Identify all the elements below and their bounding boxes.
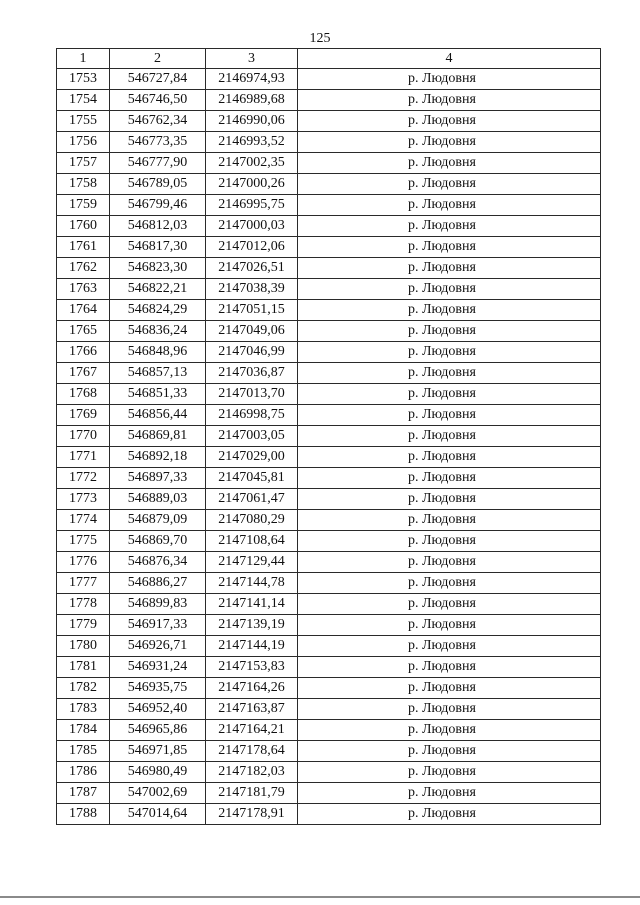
x-coordinate-cell: 546823,30 [110, 258, 206, 279]
y-coordinate-cell: 2147045,81 [206, 468, 298, 489]
y-coordinate-cell: 2147049,06 [206, 321, 298, 342]
y-coordinate-cell: 2147108,64 [206, 531, 298, 552]
description-cell: р. Людовня [298, 300, 601, 321]
point-number-cell: 1774 [57, 510, 110, 531]
y-coordinate-cell: 2147002,35 [206, 153, 298, 174]
x-coordinate-cell: 546876,34 [110, 552, 206, 573]
table-row [57, 573, 601, 594]
table-row [57, 741, 601, 762]
description-cell: р. Людовня [298, 510, 601, 531]
point-number-cell: 1787 [57, 783, 110, 804]
description-cell: р. Людовня [298, 279, 601, 300]
y-coordinate-cell: 2147182,03 [206, 762, 298, 783]
point-number-cell: 1778 [57, 594, 110, 615]
y-coordinate-cell: 2147129,44 [206, 552, 298, 573]
table-row [57, 678, 601, 699]
description-cell: р. Людовня [298, 447, 601, 468]
y-coordinate-cell: 2147178,64 [206, 741, 298, 762]
point-number-cell: 1785 [57, 741, 110, 762]
x-coordinate-cell: 546980,49 [110, 762, 206, 783]
y-coordinate-cell: 2147144,19 [206, 636, 298, 657]
point-number-cell: 1762 [57, 258, 110, 279]
x-coordinate-cell: 546822,21 [110, 279, 206, 300]
y-coordinate-cell: 2147080,29 [206, 510, 298, 531]
y-coordinate-cell: 2147178,91 [206, 804, 298, 825]
point-number-cell: 1782 [57, 678, 110, 699]
page-number: 125 [309, 31, 331, 46]
point-number-cell: 1779 [57, 615, 110, 636]
table-row [57, 321, 601, 342]
point-number-cell: 1765 [57, 321, 110, 342]
x-coordinate-cell: 546892,18 [110, 447, 206, 468]
y-coordinate-cell: 2147163,87 [206, 699, 298, 720]
description-cell: р. Людовня [298, 321, 601, 342]
table-row [57, 615, 601, 636]
table-row [57, 258, 601, 279]
y-coordinate-cell: 2147013,70 [206, 384, 298, 405]
point-number-cell: 1755 [57, 111, 110, 132]
y-coordinate-cell: 2147046,99 [206, 342, 298, 363]
description-cell: р. Людовня [298, 342, 601, 363]
description-cell: р. Людовня [298, 699, 601, 720]
point-number-cell: 1769 [57, 405, 110, 426]
description-cell: р. Людовня [298, 489, 601, 510]
description-cell: р. Людовня [298, 174, 601, 195]
y-coordinate-cell: 2147012,06 [206, 237, 298, 258]
x-coordinate-cell: 546952,40 [110, 699, 206, 720]
table-body [57, 69, 601, 825]
description-cell: р. Людовня [298, 552, 601, 573]
y-coordinate-cell: 2146989,68 [206, 90, 298, 111]
x-coordinate-cell: 546886,27 [110, 573, 206, 594]
column-header-y-coordinate: 3 [206, 49, 298, 69]
x-coordinate-cell: 546824,29 [110, 300, 206, 321]
x-coordinate-cell: 546965,86 [110, 720, 206, 741]
x-coordinate-cell: 546836,24 [110, 321, 206, 342]
y-coordinate-cell: 2147038,39 [206, 279, 298, 300]
table-row [57, 489, 601, 510]
x-coordinate-cell: 546812,03 [110, 216, 206, 237]
point-number-cell: 1768 [57, 384, 110, 405]
description-cell: р. Людовня [298, 363, 601, 384]
point-number-cell: 1758 [57, 174, 110, 195]
page-bottom-edge [0, 896, 640, 898]
point-number-cell: 1754 [57, 90, 110, 111]
y-coordinate-cell: 2147036,87 [206, 363, 298, 384]
description-cell: р. Людовня [298, 468, 601, 489]
column-header-description: 4 [298, 49, 601, 69]
y-coordinate-cell: 2146990,06 [206, 111, 298, 132]
y-coordinate-cell: 2147139,19 [206, 615, 298, 636]
y-coordinate-cell: 2147000,26 [206, 174, 298, 195]
point-number-cell: 1759 [57, 195, 110, 216]
y-coordinate-cell: 2146993,52 [206, 132, 298, 153]
table-row [57, 384, 601, 405]
table-row [57, 279, 601, 300]
description-cell: р. Людовня [298, 531, 601, 552]
point-number-cell: 1772 [57, 468, 110, 489]
table-row [57, 510, 601, 531]
description-cell: р. Людовня [298, 741, 601, 762]
table-row [57, 699, 601, 720]
column-header-point-number: 1 [57, 49, 110, 69]
point-number-cell: 1771 [57, 447, 110, 468]
x-coordinate-cell: 547014,64 [110, 804, 206, 825]
point-number-cell: 1756 [57, 132, 110, 153]
description-cell: р. Людовня [298, 636, 601, 657]
point-number-cell: 1753 [57, 69, 110, 90]
x-coordinate-cell: 546897,33 [110, 468, 206, 489]
y-coordinate-cell: 2147181,79 [206, 783, 298, 804]
y-coordinate-cell: 2147144,78 [206, 573, 298, 594]
y-coordinate-cell: 2146995,75 [206, 195, 298, 216]
table-row [57, 69, 601, 90]
header-row [57, 49, 601, 69]
x-coordinate-cell: 546817,30 [110, 237, 206, 258]
x-coordinate-cell: 546899,83 [110, 594, 206, 615]
table-row [57, 237, 601, 258]
description-cell: р. Людовня [298, 594, 601, 615]
x-coordinate-cell: 546762,34 [110, 111, 206, 132]
description-cell: р. Людовня [298, 237, 601, 258]
point-number-cell: 1767 [57, 363, 110, 384]
table-header [57, 49, 601, 69]
table-row [57, 636, 601, 657]
point-number-cell: 1760 [57, 216, 110, 237]
coordinates-table [56, 48, 601, 825]
y-coordinate-cell: 2147026,51 [206, 258, 298, 279]
x-coordinate-cell: 546799,46 [110, 195, 206, 216]
point-number-cell: 1780 [57, 636, 110, 657]
y-coordinate-cell: 2147164,26 [206, 678, 298, 699]
x-coordinate-cell: 546935,75 [110, 678, 206, 699]
point-number-cell: 1763 [57, 279, 110, 300]
point-number-cell: 1761 [57, 237, 110, 258]
description-cell: р. Людовня [298, 69, 601, 90]
table-row [57, 426, 601, 447]
y-coordinate-cell: 2147051,15 [206, 300, 298, 321]
x-coordinate-cell: 546917,33 [110, 615, 206, 636]
table-row [57, 468, 601, 489]
x-coordinate-cell: 546971,85 [110, 741, 206, 762]
description-cell: р. Людовня [298, 153, 601, 174]
x-coordinate-cell: 546869,81 [110, 426, 206, 447]
x-coordinate-cell: 546857,13 [110, 363, 206, 384]
table-row [57, 405, 601, 426]
description-cell: р. Людовня [298, 804, 601, 825]
y-coordinate-cell: 2147164,21 [206, 720, 298, 741]
table-row [57, 174, 601, 195]
table-row [57, 216, 601, 237]
x-coordinate-cell: 546879,09 [110, 510, 206, 531]
table-row [57, 342, 601, 363]
description-cell: р. Людовня [298, 195, 601, 216]
x-coordinate-cell: 546931,24 [110, 657, 206, 678]
y-coordinate-cell: 2147003,05 [206, 426, 298, 447]
point-number-cell: 1781 [57, 657, 110, 678]
description-cell: р. Людовня [298, 678, 601, 699]
x-coordinate-cell: 546777,90 [110, 153, 206, 174]
table-row [57, 300, 601, 321]
description-cell: р. Людовня [298, 720, 601, 741]
table-row [57, 132, 601, 153]
table-row [57, 111, 601, 132]
point-number-cell: 1764 [57, 300, 110, 321]
table-row [57, 657, 601, 678]
description-cell: р. Людовня [298, 405, 601, 426]
point-number-cell: 1757 [57, 153, 110, 174]
table-row [57, 783, 601, 804]
table-row [57, 762, 601, 783]
point-number-cell: 1775 [57, 531, 110, 552]
y-coordinate-cell: 2146974,93 [206, 69, 298, 90]
x-coordinate-cell: 546926,71 [110, 636, 206, 657]
y-coordinate-cell: 2147000,03 [206, 216, 298, 237]
x-coordinate-cell: 546869,70 [110, 531, 206, 552]
table-row [57, 447, 601, 468]
table-row [57, 720, 601, 741]
x-coordinate-cell: 546856,44 [110, 405, 206, 426]
table-row [57, 153, 601, 174]
x-coordinate-cell: 546889,03 [110, 489, 206, 510]
x-coordinate-cell: 547002,69 [110, 783, 206, 804]
column-header-x-coordinate: 2 [110, 49, 206, 69]
x-coordinate-cell: 546848,96 [110, 342, 206, 363]
y-coordinate-cell: 2147153,83 [206, 657, 298, 678]
point-number-cell: 1777 [57, 573, 110, 594]
description-cell: р. Людовня [298, 783, 601, 804]
description-cell: р. Людовня [298, 657, 601, 678]
x-coordinate-cell: 546789,05 [110, 174, 206, 195]
point-number-cell: 1784 [57, 720, 110, 741]
description-cell: р. Людовня [298, 615, 601, 636]
table-row [57, 363, 601, 384]
x-coordinate-cell: 546773,35 [110, 132, 206, 153]
x-coordinate-cell: 546746,50 [110, 90, 206, 111]
table-row [57, 804, 601, 825]
description-cell: р. Людовня [298, 216, 601, 237]
description-cell: р. Людовня [298, 258, 601, 279]
point-number-cell: 1770 [57, 426, 110, 447]
point-number-cell: 1776 [57, 552, 110, 573]
point-number-cell: 1783 [57, 699, 110, 720]
x-coordinate-cell: 546727,84 [110, 69, 206, 90]
point-number-cell: 1773 [57, 489, 110, 510]
description-cell: р. Людовня [298, 384, 601, 405]
y-coordinate-cell: 2146998,75 [206, 405, 298, 426]
point-number-cell: 1766 [57, 342, 110, 363]
table-row [57, 552, 601, 573]
description-cell: р. Людовня [298, 573, 601, 594]
table-row [57, 594, 601, 615]
y-coordinate-cell: 2147141,14 [206, 594, 298, 615]
table-row [57, 531, 601, 552]
x-coordinate-cell: 546851,33 [110, 384, 206, 405]
y-coordinate-cell: 2147061,47 [206, 489, 298, 510]
y-coordinate-cell: 2147029,00 [206, 447, 298, 468]
point-number-cell: 1788 [57, 804, 110, 825]
description-cell: р. Людовня [298, 90, 601, 111]
description-cell: р. Людовня [298, 111, 601, 132]
table-row [57, 90, 601, 111]
description-cell: р. Людовня [298, 132, 601, 153]
point-number-cell: 1786 [57, 762, 110, 783]
description-cell: р. Людовня [298, 426, 601, 447]
table-row [57, 195, 601, 216]
description-cell: р. Людовня [298, 762, 601, 783]
